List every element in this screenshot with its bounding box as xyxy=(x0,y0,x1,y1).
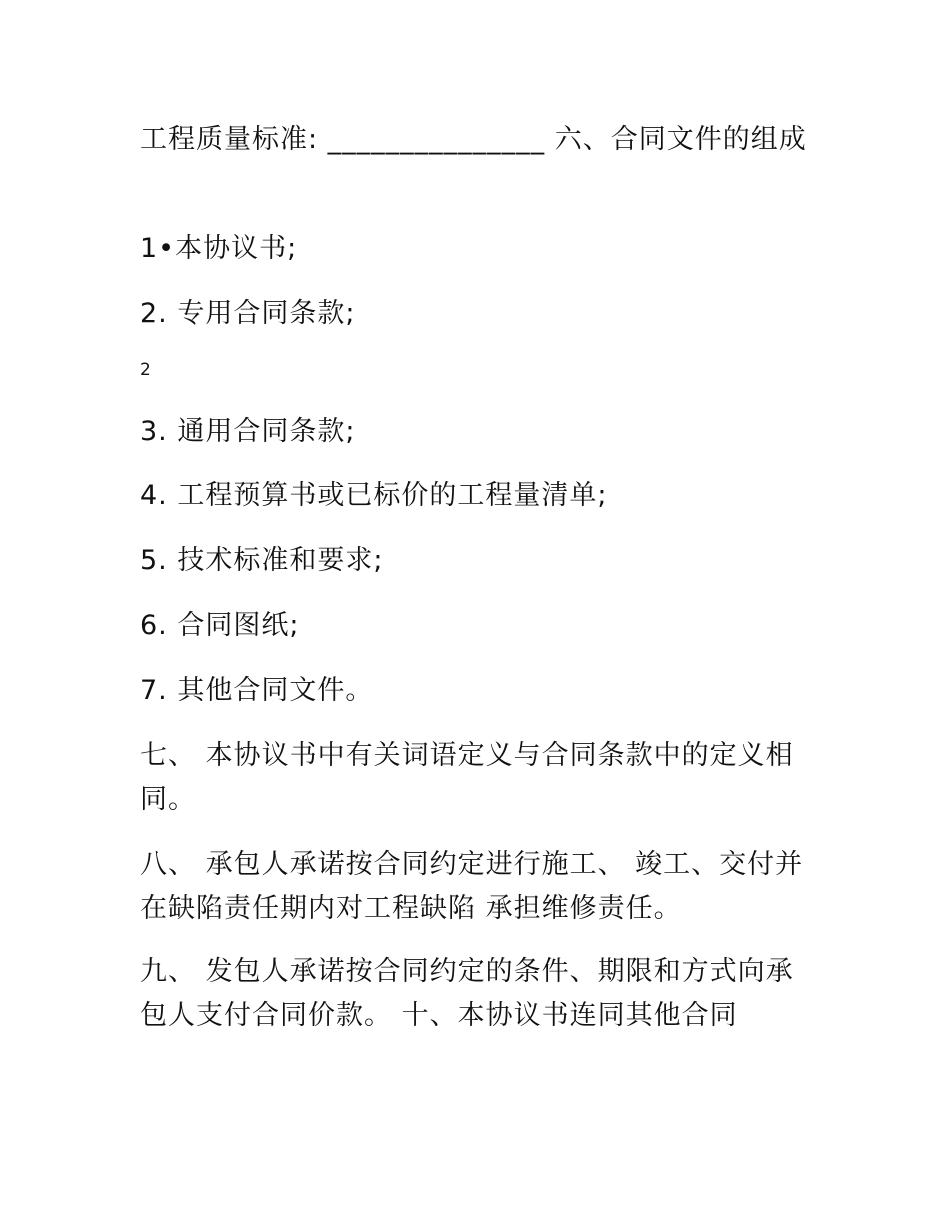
clause-9-10: 九、 发包人承诺按合同约定的条件、期限和方式向承包人支付合同价款。 十、本协议书连同其他合同 xyxy=(140,956,794,1031)
list-item-4: 4. 工程预算书或已标价的工程量清单; xyxy=(140,480,608,511)
page-number: 2 xyxy=(140,360,151,380)
quality-standard-line: 工程质量标准: _______________ 六、合同文件的组成 xyxy=(140,124,807,155)
clause-8: 八、 承包人承诺按合同约定进行施工、 竣工、交付并在缺陷责任期内对工程缺陷 承担维修责任。 xyxy=(140,849,804,924)
list-item-5: 5. 技术标准和要求; xyxy=(140,545,384,576)
list-item-6: 6. 合同图纸; xyxy=(140,610,300,641)
list-item-1: 1•本协议书; xyxy=(140,233,298,264)
list-item-2: 2. 专用合同条款; xyxy=(140,298,356,329)
clause-7: 七、 本协议书中有关词语定义与合同条款中的定义相同。 xyxy=(140,740,794,815)
list-item-3: 3. 通用合同条款; xyxy=(140,416,356,447)
list-item-7: 7. 其他合同文件。 xyxy=(140,675,374,706)
